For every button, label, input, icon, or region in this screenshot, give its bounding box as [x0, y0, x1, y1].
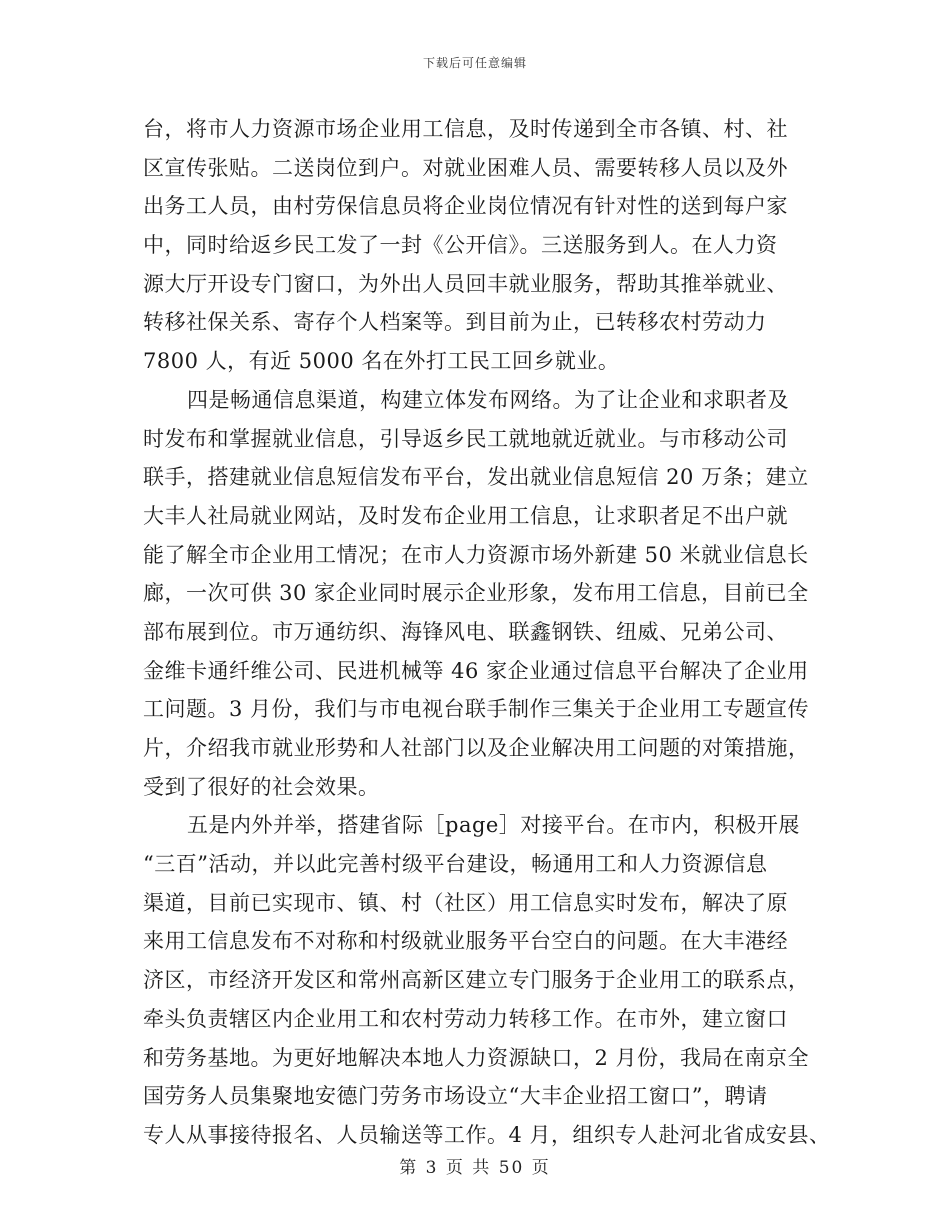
text-line: 7800 人，有近 5000 名在外打工民工回乡就业。	[143, 349, 620, 374]
text-line: 出务工人员，由村劳保信息员将企业岗位情况有针对性的送到每户家	[143, 194, 788, 219]
text-line: “三百”活动，并以此完善村级平台建设，畅通用工和人力资源信息	[143, 852, 768, 877]
body-text	[143, 110, 831, 1155]
text-line: 时发布和掌握就业信息，引导返乡民工就地就近就业。与市移动公司	[143, 426, 788, 451]
text-line: 部布展到位。市万通纺织、海锋风电、联鑫钢铁、纽威、兄弟公司、	[143, 619, 788, 644]
text-line: 渠道，目前已实现市、镇、村（社区）用工信息实时发布，解决了原	[143, 890, 788, 915]
text-line: 金维卡通纤维公司、民进机械等 46 家企业通过信息平台解决了企业用	[143, 658, 809, 683]
text-line: 受到了很好的社会效果。	[143, 774, 380, 799]
text-line: 能了解全市企业用工情况；在市人力资源市场外新建 50 米就业信息长	[143, 542, 809, 567]
text-line: 中，同时给返乡民工发了一封《公开信》。三送服务到人。在人力资	[143, 233, 778, 258]
text-line: 转移社保关系、寄存个人档案等。到目前为止，已转移农村劳动力	[143, 310, 767, 335]
text-line: 和劳务基地。为更好地解决本地人力资源缺口，2 月份，我局在南京全	[143, 1045, 810, 1070]
text-line: 台，将市人力资源市场企业用工信息，及时传递到全市各镇、村、社	[143, 117, 788, 141]
text-line: 工问题。3 月份，我们与市电视台联手制作三集关于企业用工专题宣传	[143, 697, 810, 722]
paragraph-start-line: 五是内外并举，搭建省际［page］对接平台。在市内，积极开展	[187, 813, 800, 838]
text-line: 专人从事接待报名、人员输送等工作。4 月，组织专人赴河北省成安县、	[143, 1122, 831, 1147]
page-header: 下载后可任意编辑	[422, 56, 527, 70]
text-line: 牵头负责辖区内企业用工和农村劳动力转移工作。在市外，建立窗口	[143, 1006, 788, 1031]
text-line: 国劳务人员集聚地安德门劳务市场设立“大丰企业招工窗口”，聘请	[143, 1084, 768, 1109]
text-line: 区宣传张贴。二送岗位到户。对就业困难人员、需要转移人员以及外	[143, 155, 788, 180]
page-number-footer: 第 3 页 共 50 页	[399, 1158, 551, 1178]
paragraph-start-line: 四是畅通信息渠道，构建立体发布网络。为了让企业和求职者及	[187, 387, 789, 412]
text-line: 联手，搭建就业信息短信发布平台，发出就业信息短信 20 万条；建立	[143, 465, 809, 490]
text-line: 廊，一次可供 30 家企业同时展示企业形象，发布用工信息，目前已全	[143, 581, 809, 606]
text-line: 济区，市经济开发区和常州高新区建立专门服务于企业用工的联系点，	[143, 968, 810, 993]
text-line: 源大厅开设专门窗口，为外出人员回丰就业服务，帮助其推举就业、	[143, 271, 788, 296]
text-line: 大丰人社局就业网站，及时发布企业用工信息，让求职者足不出户就	[143, 503, 788, 528]
text-line: 片，介绍我市就业形势和人社部门以及企业解决用工问题的对策措施，	[143, 736, 810, 760]
text-line: 来用工信息发布不对称和村级就业服务平台空白的问题。在大丰港经	[143, 929, 788, 954]
